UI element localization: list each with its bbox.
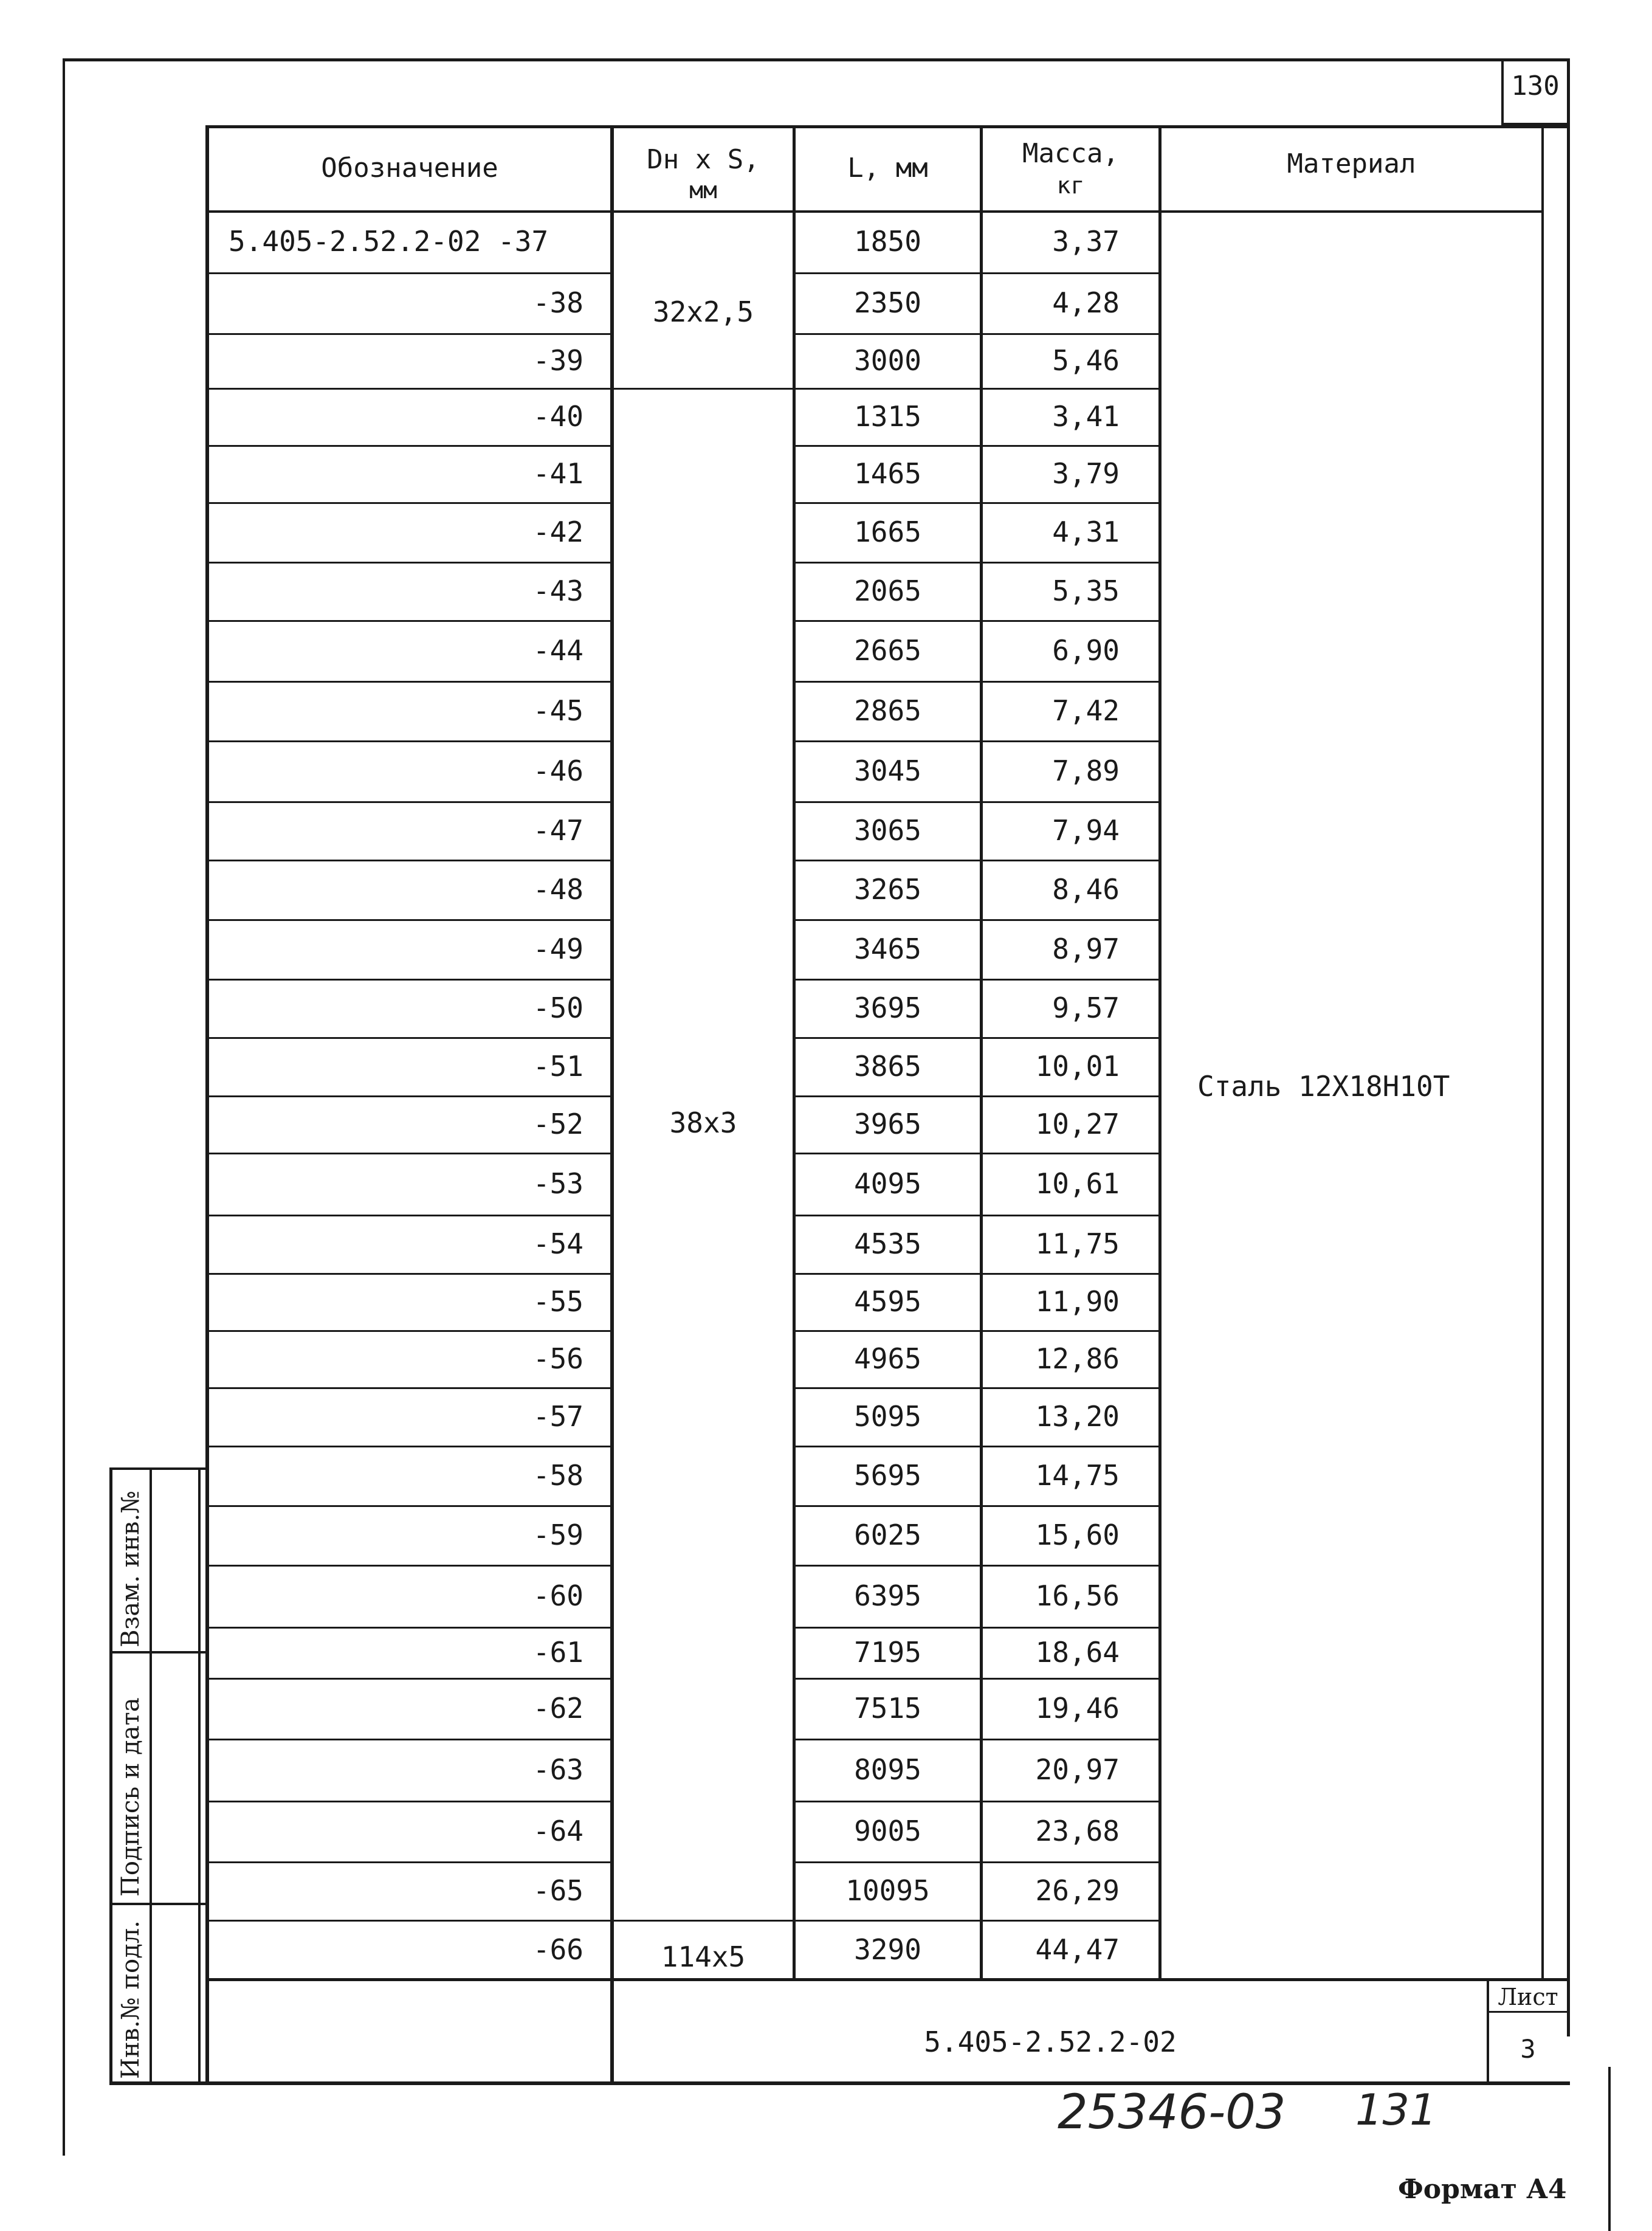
row-separator [982, 1153, 1161, 1154]
row-designation: -63 [532, 1753, 583, 1786]
sheet-label: Лист [1498, 1984, 1558, 2010]
row-separator [795, 562, 980, 564]
row-designation: -45 [532, 694, 583, 727]
row-length: 3265 [854, 873, 921, 906]
sheet-box-divider [1487, 2011, 1570, 2013]
row-length: 10095 [845, 1874, 930, 1907]
row-mass: 10,27 [1035, 1108, 1120, 1140]
row-length: 7515 [854, 1692, 921, 1725]
row-separator [982, 681, 1161, 683]
row-designation: -57 [532, 1400, 583, 1433]
stamp-div-2 [109, 1903, 207, 1905]
row-length: 4965 [854, 1342, 921, 1375]
row-separator [982, 1095, 1161, 1097]
size-sep-2 [613, 1920, 795, 1922]
row-mass: 20,97 [1035, 1753, 1120, 1786]
row-separator [207, 1678, 613, 1680]
row-separator [982, 333, 1161, 335]
page-box-right [1567, 58, 1570, 125]
row-separator [795, 1627, 980, 1629]
row-designation: -61 [532, 1636, 583, 1669]
row-separator [795, 1446, 980, 1447]
row-designation: -51 [532, 1050, 583, 1083]
row-separator [795, 1095, 980, 1097]
format-label: Формат А4 [1398, 2174, 1567, 2205]
row-designation: -60 [532, 1579, 583, 1612]
header-mass-line1: Масса, [1022, 138, 1119, 169]
row-separator [982, 1565, 1161, 1567]
row-separator [795, 445, 980, 447]
row-separator [982, 919, 1161, 921]
header-dxs-line2: мм [689, 177, 717, 204]
row-designation: -52 [532, 1108, 583, 1140]
stamp-div-1 [109, 1651, 207, 1653]
row-separator [982, 1739, 1161, 1740]
row-mass: 10,61 [1035, 1167, 1120, 1200]
row-separator [982, 272, 1161, 274]
row-length: 9005 [854, 1815, 921, 1847]
row-length: 2065 [854, 574, 921, 607]
col-line-4 [1158, 125, 1162, 1979]
row-length: 5095 [854, 1400, 921, 1433]
row-separator [982, 801, 1161, 803]
row-separator [207, 1215, 613, 1216]
row-separator [795, 1505, 980, 1507]
row-mass: 12,86 [1035, 1342, 1120, 1375]
stamp-inner-right [198, 1469, 201, 2084]
row-length: 1315 [854, 400, 921, 433]
row-length: 3065 [854, 814, 921, 847]
row-separator [982, 1861, 1161, 1863]
row-designation: -38 [532, 286, 583, 319]
row-separator [982, 860, 1161, 861]
row-separator [795, 919, 980, 921]
row-designation: -48 [532, 873, 583, 906]
row-designation: -49 [532, 933, 583, 965]
row-separator [207, 620, 613, 622]
row-separator [207, 1387, 613, 1389]
row-separator [207, 1505, 613, 1507]
row-separator [207, 979, 613, 981]
row-separator [207, 1330, 613, 1332]
row-mass: 11,75 [1035, 1227, 1120, 1260]
frame-left-line [63, 58, 65, 2156]
row-separator [982, 445, 1161, 447]
row-mass: 3,37 [1052, 225, 1120, 258]
row-separator [207, 1861, 613, 1863]
row-separator [207, 860, 613, 861]
row-separator [795, 333, 980, 335]
row-length: 4535 [854, 1227, 921, 1260]
row-designation: -50 [532, 991, 583, 1024]
row-separator [982, 1920, 1161, 1922]
row-length: 6395 [854, 1579, 921, 1612]
row-separator [982, 502, 1161, 504]
row-separator [207, 1153, 613, 1154]
size-sep-1 [613, 388, 795, 390]
header-length: L, мм [847, 153, 928, 184]
stamp-vzam-inv: Взам. инв.№ [117, 1490, 145, 1647]
sheet-number: 3 [1520, 2034, 1536, 2064]
row-separator [207, 445, 613, 447]
row-length: 3000 [854, 344, 921, 377]
row-mass: 9,57 [1052, 991, 1120, 1024]
row-separator [795, 620, 980, 622]
row-length: 8095 [854, 1753, 921, 1786]
title-bottom-line [109, 2081, 1570, 2085]
size-group-3: 114х5 [661, 1940, 746, 1973]
stamp-inv-podl: Инв.№ подл. [117, 1920, 145, 2079]
row-separator [207, 562, 613, 564]
col-line-5 [1541, 125, 1544, 1979]
row-separator [795, 1565, 980, 1567]
handwritten-code: 25346-03 [1058, 2085, 1286, 2140]
row-length: 2865 [854, 694, 921, 727]
row-length: 2665 [854, 634, 921, 667]
row-separator [795, 1037, 980, 1039]
row-separator [795, 681, 980, 683]
header-mass-line2: кг [1056, 172, 1085, 199]
format-right-tick [1608, 2067, 1611, 2231]
row-mass: 7,94 [1052, 814, 1120, 847]
row-separator [795, 272, 980, 274]
row-length: 3695 [854, 991, 921, 1024]
row-separator [207, 1095, 613, 1097]
row-designation: -46 [532, 754, 583, 787]
row-separator [207, 681, 613, 683]
row-separator [982, 1627, 1161, 1629]
stamp-inner-left [150, 1469, 152, 2084]
row-separator [795, 801, 980, 803]
rows-bottom-line [207, 1978, 1570, 1981]
row-length: 3290 [854, 1933, 921, 1966]
row-separator [207, 1739, 613, 1740]
row-separator [207, 1273, 613, 1275]
row-separator [795, 1739, 980, 1740]
row-separator [207, 1920, 613, 1922]
row-separator [795, 388, 980, 390]
row-length: 4595 [854, 1285, 921, 1318]
table-left-line [205, 125, 209, 2083]
header-material: Материал [1287, 148, 1416, 179]
row-separator [982, 1678, 1161, 1680]
row-separator [982, 1387, 1161, 1389]
row-mass: 7,89 [1052, 754, 1120, 787]
page-number: 130 [1511, 71, 1560, 102]
row-mass: 26,29 [1035, 1874, 1120, 1907]
row-separator [795, 740, 980, 742]
row-designation: 5.405-2.52.2-02 -37 [229, 225, 549, 258]
row-designation: -55 [532, 1285, 583, 1318]
row-length: 5695 [854, 1459, 921, 1492]
row-designation: -65 [532, 1874, 583, 1907]
row-designation: -43 [532, 574, 583, 607]
row-separator [982, 562, 1161, 564]
row-length: 3965 [854, 1108, 921, 1140]
row-length: 1665 [854, 516, 921, 548]
row-separator [795, 1215, 980, 1216]
row-separator [795, 1273, 980, 1275]
material-value: Сталь 12Х18Н10Т [1197, 1070, 1450, 1103]
row-separator [982, 388, 1161, 390]
row-separator [207, 1565, 613, 1567]
row-separator [795, 1861, 980, 1863]
row-designation: -59 [532, 1519, 583, 1551]
row-separator [982, 1801, 1161, 1802]
row-mass: 11,90 [1035, 1285, 1120, 1318]
row-separator [207, 388, 613, 390]
row-designation: -53 [532, 1167, 583, 1200]
row-mass: 23,68 [1035, 1815, 1120, 1847]
row-mass: 7,42 [1052, 694, 1120, 727]
row-mass: 3,41 [1052, 400, 1120, 433]
row-separator [795, 1387, 980, 1389]
row-designation: -56 [532, 1342, 583, 1375]
row-separator [795, 1678, 980, 1680]
col-line-1 [610, 125, 614, 2083]
stamp-outer-left [109, 1469, 112, 2084]
row-separator [982, 1273, 1161, 1275]
row-length: 6025 [854, 1519, 921, 1551]
row-mass: 16,56 [1035, 1579, 1120, 1612]
row-separator [795, 502, 980, 504]
row-mass: 13,20 [1035, 1400, 1120, 1433]
row-mass: 8,46 [1052, 873, 1120, 906]
row-designation: -58 [532, 1459, 583, 1492]
row-separator [207, 1037, 613, 1039]
frame-right-line [1567, 122, 1570, 2036]
row-mass: 18,64 [1035, 1636, 1120, 1669]
row-separator [207, 333, 613, 335]
row-separator [795, 979, 980, 981]
handwritten-number: 131 [1355, 2085, 1437, 2135]
stamp-top [109, 1467, 207, 1470]
row-mass: 15,60 [1035, 1519, 1120, 1551]
row-mass: 5,46 [1052, 344, 1120, 377]
row-length: 2350 [854, 286, 921, 319]
row-designation: -42 [532, 516, 583, 548]
row-length: 1850 [854, 225, 921, 258]
header-dxs-line1: Dн x S, [647, 144, 760, 175]
row-length: 3465 [854, 933, 921, 965]
row-designation: -62 [532, 1692, 583, 1725]
row-length: 3865 [854, 1050, 921, 1083]
row-separator [982, 740, 1161, 742]
row-separator [982, 979, 1161, 981]
row-mass: 10,01 [1035, 1050, 1120, 1083]
row-separator [982, 1215, 1161, 1216]
row-separator [207, 502, 613, 504]
row-mass: 44,47 [1035, 1933, 1120, 1966]
row-mass: 5,35 [1052, 574, 1120, 607]
row-separator [207, 1446, 613, 1447]
row-separator [207, 801, 613, 803]
row-separator [795, 1153, 980, 1154]
row-separator [795, 1801, 980, 1802]
header-bottom-line [207, 210, 1544, 213]
stamp-podpis-data: Подпись и дата [117, 1697, 145, 1897]
doc-code: 5.405-2.52.2-02 [924, 2026, 1177, 2058]
row-designation: -39 [532, 344, 583, 377]
row-separator [207, 740, 613, 742]
header-designation: Обозначение [321, 153, 498, 184]
row-separator [207, 272, 613, 274]
row-separator [207, 919, 613, 921]
row-separator [207, 1627, 613, 1629]
row-separator [795, 860, 980, 861]
row-separator [982, 1446, 1161, 1447]
row-separator [207, 1801, 613, 1802]
row-length: 3045 [854, 754, 921, 787]
row-separator [982, 1330, 1161, 1332]
row-separator [795, 1330, 980, 1332]
row-separator [982, 1505, 1161, 1507]
row-mass: 6,90 [1052, 634, 1120, 667]
row-designation: -40 [532, 400, 583, 433]
row-separator [982, 620, 1161, 622]
size-group-1: 32х2,5 [652, 295, 754, 328]
row-length: 1465 [854, 457, 921, 490]
row-mass: 19,46 [1035, 1692, 1120, 1725]
row-designation: -64 [532, 1815, 583, 1847]
row-designation: -47 [532, 814, 583, 847]
row-designation: -44 [532, 634, 583, 667]
row-separator [795, 1920, 980, 1922]
row-separator [982, 1037, 1161, 1039]
row-length: 4095 [854, 1167, 921, 1200]
row-mass: 14,75 [1035, 1459, 1120, 1492]
row-mass: 4,31 [1052, 516, 1120, 548]
frame-top-line [63, 58, 1567, 61]
size-group-2: 38х3 [669, 1106, 737, 1139]
row-designation: -41 [532, 457, 583, 490]
row-mass: 3,79 [1052, 457, 1120, 490]
row-designation: -66 [532, 1933, 583, 1966]
row-mass: 8,97 [1052, 933, 1120, 965]
row-length: 7195 [854, 1636, 921, 1669]
row-mass: 4,28 [1052, 286, 1120, 319]
row-designation: -54 [532, 1227, 583, 1260]
table-top-line [207, 125, 1570, 128]
